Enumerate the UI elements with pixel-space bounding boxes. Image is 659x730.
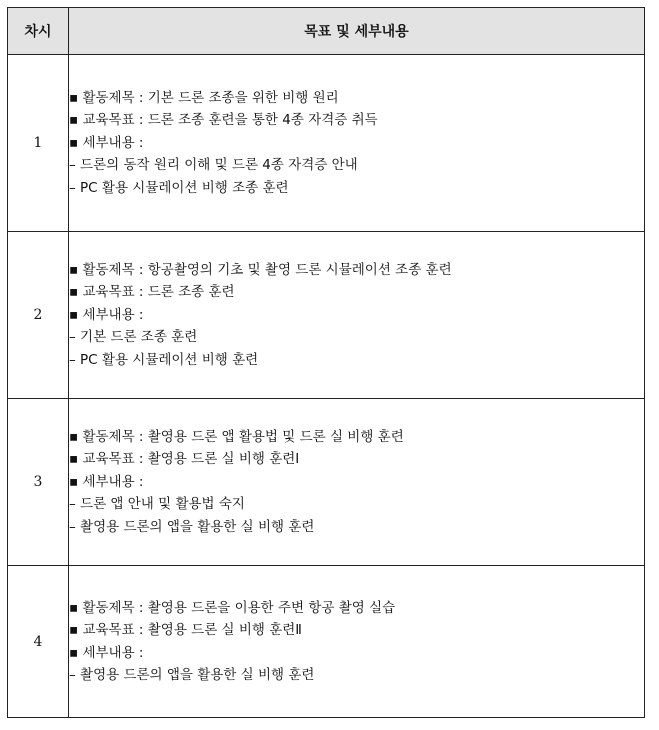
details-label: ▪ 세부내용 : xyxy=(69,306,144,323)
education-goal: ▪ 교육목표 : 드론 조종 훈련을 통한 4종 자격증 취득 xyxy=(69,112,378,129)
detail-item: – 촬영용 드론의 앱을 활용한 실 비행 훈련 xyxy=(69,667,315,683)
session-content xyxy=(69,232,645,399)
education-goal: ▪ 교육목표 : 촬영용 드론 실 비행 훈련Ⅰ xyxy=(69,451,300,468)
details-label: ▪ 세부내용 : xyxy=(69,134,144,151)
session-content xyxy=(69,566,645,718)
session-content xyxy=(69,399,645,566)
detail-item: – 촬영용 드론의 앱을 활용한 실 비행 훈련 xyxy=(69,518,315,535)
education-goal: ▪ 교육목표 : 촬영용 드론 실 비행 훈련Ⅱ xyxy=(69,622,302,638)
details-label: ▪ 세부내용 : xyxy=(69,644,144,661)
session-schedule-table xyxy=(7,7,645,718)
table-row xyxy=(8,55,645,232)
detail-item: – 기본 드론 조종 훈련 xyxy=(69,329,198,346)
table-row xyxy=(8,232,645,399)
detail-item: – PC 활용 시뮬레이션 비행 조종 훈련 xyxy=(69,179,289,196)
header-row xyxy=(8,8,645,55)
activity-title: ▪ 활동제목 : 촬영용 드론 앱 활용법 및 드론 실 비행 훈련 xyxy=(69,428,404,445)
activity-title: ▪ 활동제목 : 항공촬영의 기초 및 촬영 드론 시뮬레이션 조종 훈련 xyxy=(69,261,452,278)
session-number: 4 xyxy=(8,566,69,718)
session-number: 2 xyxy=(8,232,69,399)
header-content: 목표 및 세부내용 xyxy=(69,8,645,55)
education-goal: ▪ 교육목표 : 드론 조종 훈련 xyxy=(69,284,235,301)
table-row xyxy=(8,566,645,718)
session-number: 1 xyxy=(8,55,69,232)
activity-title: ▪ 활동제목 : 기본 드론 조종을 위한 비행 원리 xyxy=(69,89,339,106)
table-row xyxy=(8,399,645,566)
detail-item: – 드론 앱 안내 및 활용법 숙지 xyxy=(69,496,245,513)
details-label: ▪ 세부내용 : xyxy=(69,473,144,490)
header-session: 차시 xyxy=(8,8,69,55)
activity-title: ▪ 활동제목 : 촬영용 드론을 이용한 주변 항공 촬영 실습 xyxy=(69,599,396,616)
session-number: 3 xyxy=(8,399,69,566)
session-content xyxy=(69,55,645,232)
detail-item: – PC 활용 시뮬레이션 비행 훈련 xyxy=(69,351,259,368)
detail-item: – 드론의 동작 원리 이해 및 드론 4종 자격증 안내 xyxy=(69,157,358,174)
